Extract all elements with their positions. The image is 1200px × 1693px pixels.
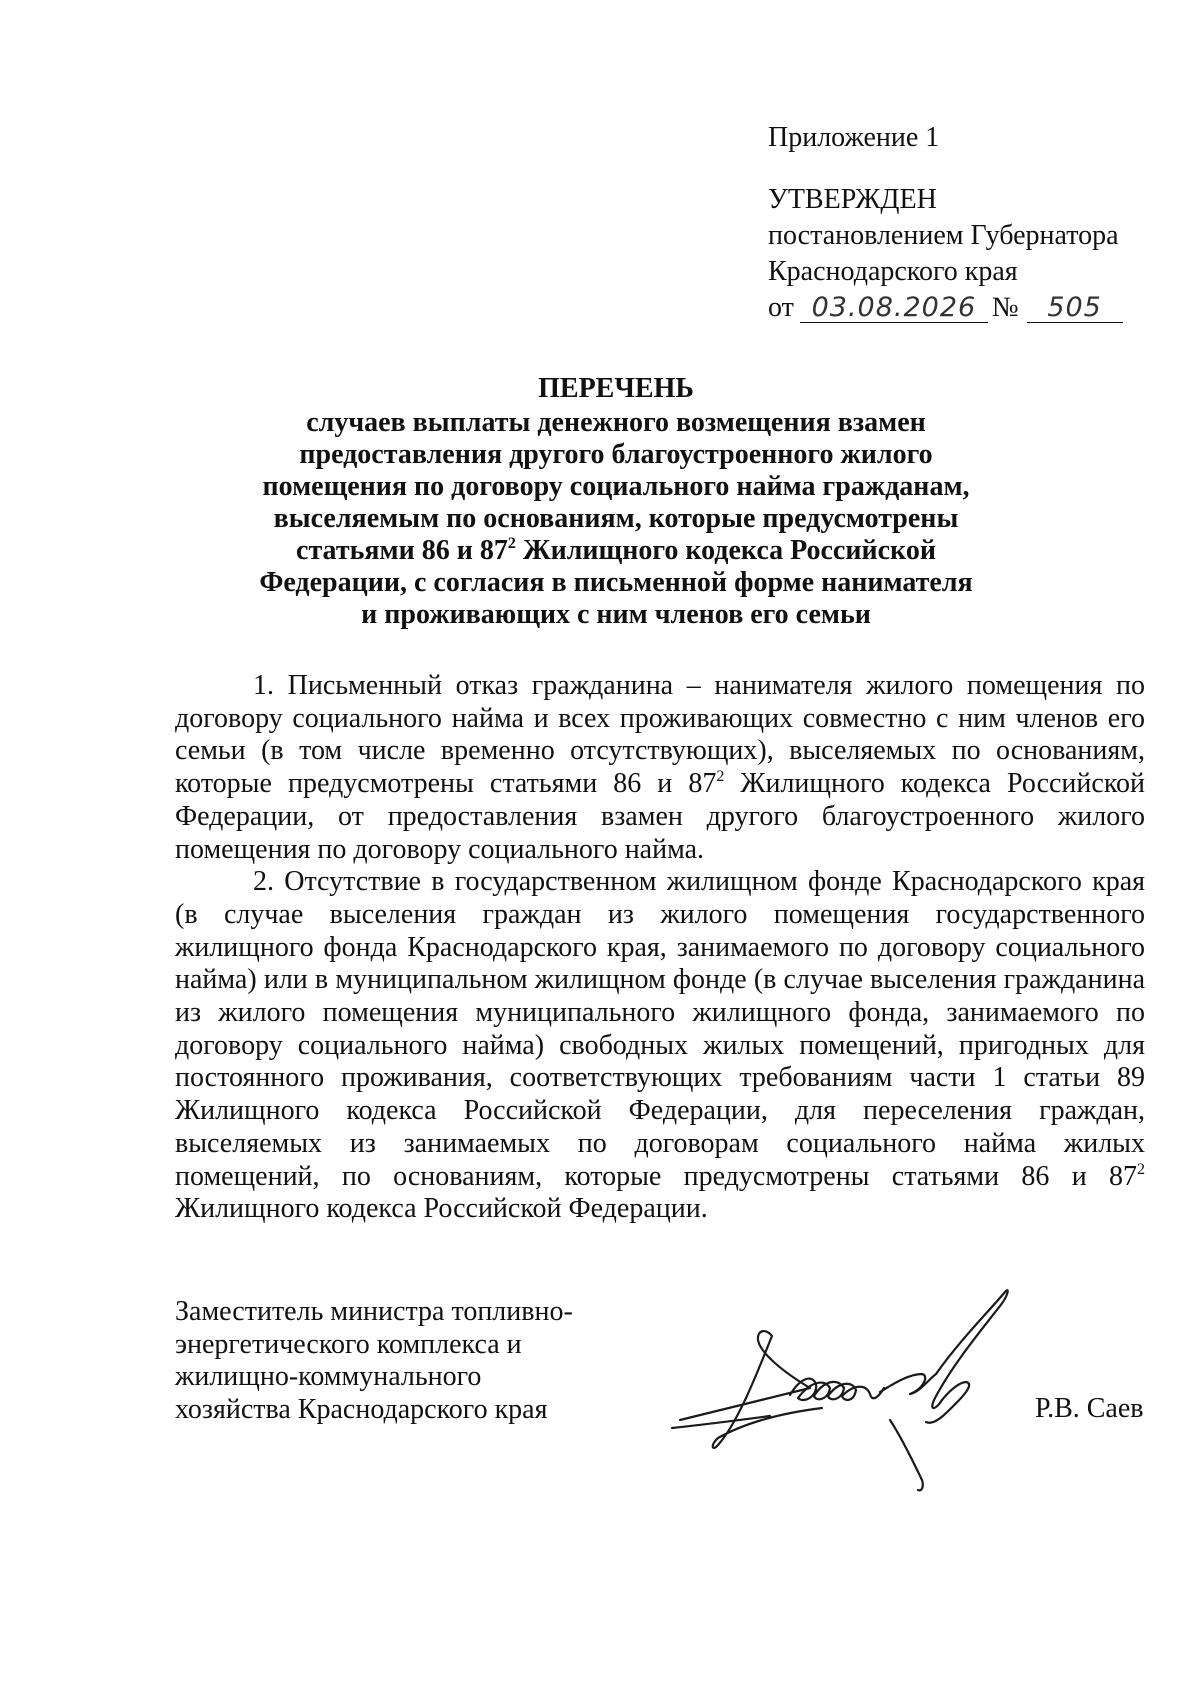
title-heading: ПЕРЕЧЕНЬ	[538, 373, 694, 404]
approval-block	[768, 120, 1123, 326]
handwritten-signature	[660, 1270, 1040, 1510]
title-line-5-start: статьями 86 и 87	[296, 535, 508, 566]
title-line-6: Федерации, с согласия в письменной форме нанимателя	[259, 567, 973, 598]
document-body	[175, 670, 1145, 1226]
document-title	[236, 373, 996, 631]
appendix-label: Приложение 1	[768, 122, 940, 153]
title-line-4: выселяемым по основаниям, которые предусмотрены	[273, 503, 959, 534]
title-superscript: 2	[507, 535, 516, 552]
title-line-5-end: Жилищного кодекса Российской	[515, 535, 936, 566]
paragraph-2	[175, 866, 1145, 1226]
signer-position-line-1: Заместитель министра топливно-	[175, 1296, 573, 1327]
paragraph-1-start: 1. Письменный отказ гражданина – нанимателя жилого помещения по договору социального найма и всех проживающих совместно с ним членов его семьи (в том числе временно отсутствующих), выселяемых по основаниям, которые предусмотрены статьями 86 и 87	[175, 670, 1145, 800]
signer-position-line-4: хозяйства Краснодарского края	[175, 1393, 548, 1425]
date-prefix: от	[768, 292, 794, 323]
paragraph-2-superscript: 2	[1137, 1160, 1145, 1178]
handwritten-number: 505	[1027, 294, 1123, 323]
title-line-5	[236, 535, 996, 567]
signer-position-line-2: энергетического комплекса и	[175, 1328, 522, 1360]
title-line-7: и проживающих с ним членов его семьи	[361, 599, 871, 630]
paragraph-2-end: Жилищного кодекса Российской Федерации.	[175, 1193, 708, 1225]
title-line-1: случаев выплаты денежного возмещения взамен	[306, 407, 926, 438]
number-label: №	[991, 292, 1019, 323]
approved-by-line-2: Краснодарского края	[768, 256, 1018, 287]
paragraph-1	[175, 670, 1145, 866]
paragraph-2-start: 2. Отсутствие в государственном жилищном фонде Краснодарского края (в случае выселения граждан из жилого помещения государственного жилищного фонда Краснодарского края, занимаемого по договору социального найма) или в муниципальном жилищном фонде (в случае выселения гражданина из жилого помещения муниципального жилищного фонда, занимаемого по договору социального найма) свободных жилых помещений, пригодных для постоянного проживания, соответствующих требованиям части 1 статьи 89 Жилищного кодекса Российской Федерации, для переселения граждан, выселяемых из занимаемых по договорам социального найма жилых помещений, по основаниям, которые предусмотрены статьями 86 и 87	[175, 866, 1145, 1192]
date-number-line	[768, 290, 1123, 326]
title-line-2: предоставления другого благоустроенного жилого	[299, 439, 933, 470]
signer-position-line-3: жилищно-коммунального	[175, 1361, 482, 1392]
handwritten-date: 03.08.2026	[800, 294, 988, 323]
approved-by-line-1: постановлением Губернатора	[768, 220, 1119, 251]
title-line-3: помещения по договору социального найма гражданам,	[262, 471, 970, 502]
paragraph-1-end: Жилищного кодекса Российской Федерации, от предоставления взамен другого благоустроенного жилого помещения по договору социального найма.	[175, 768, 1145, 865]
signer-position	[175, 1296, 635, 1426]
paragraph-1-superscript: 2	[716, 768, 725, 786]
approved-label: УТВЕРЖДЕН	[768, 184, 937, 215]
signer-name: Р.В. Саев	[1035, 1393, 1144, 1424]
